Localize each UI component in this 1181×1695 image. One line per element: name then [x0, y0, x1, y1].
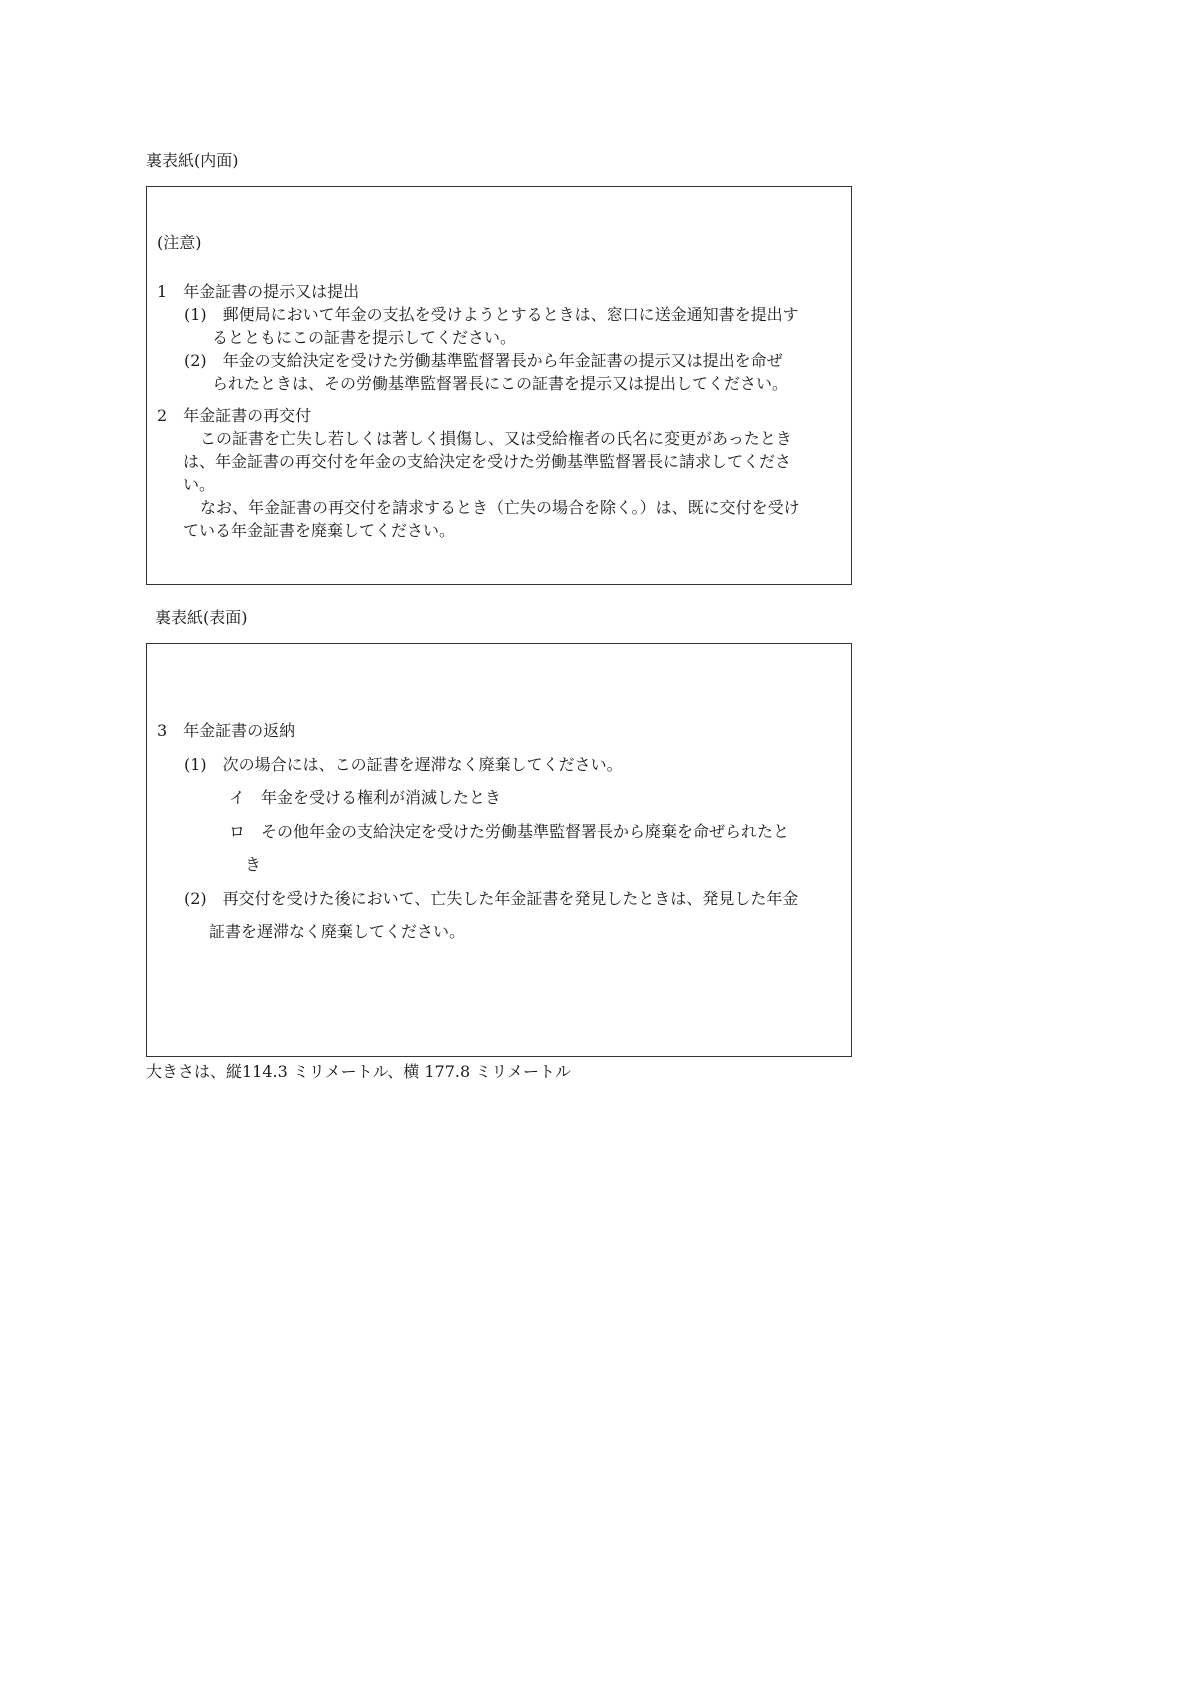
section-3-item-1-sub-i: イ 年金を受ける権利が消滅したとき	[229, 788, 502, 807]
section-1-item-1-line-1: (1) 郵便局において年金の支払を受けようとするときは、窓口に送金通知書を提出す	[184, 305, 799, 324]
section-1-title: 1 年金証書の提示又は提出	[157, 282, 360, 301]
section-2-paragraph-2-line-2: ている年金証書を廃棄してください。	[183, 521, 456, 540]
inner-notice-box	[146, 186, 852, 585]
section-1-item-1-line-2: るとともにこの証書を提示してください。	[212, 328, 517, 347]
section-1-item-2-line-1: (2) 年金の支給決定を受けた労働基準監督署長から年金証書の提示又は提出を命ぜ	[184, 351, 783, 370]
section-3-item-2-line-1: (2) 再交付を受けた後において、亡失した年金証書を発見したときは、発見した年金	[184, 889, 799, 908]
section-3-title: 3 年金証書の返納	[157, 721, 296, 740]
section-2-paragraph-1-line-2: は、年金証書の再交付を年金の支給決定を受けた労働基準監督署長に請求してくださ	[183, 452, 792, 471]
section-3-item-1-sub-ro-line-2: き	[245, 855, 262, 874]
outer-notice-box	[146, 643, 852, 1057]
section-2-paragraph-2-line-1: なお、年金証書の再交付を請求するとき（亡失の場合を除く。）は、既に交付を受け	[200, 498, 800, 517]
size-footnote: 大きさは、縦114.3 ミリメートル、横 177.8 ミリメートル	[146, 1062, 571, 1081]
inner-side-caption: 裏表紙(内面)	[146, 151, 239, 170]
certificate-back-cover	[146, 150, 852, 1083]
section-2-title: 2 年金証書の再交付	[157, 406, 312, 425]
notes-heading: (注意)	[157, 233, 202, 252]
section-1-item-2-line-2: られたときは、その労働基準監督署長にこの証書を提示又は提出してください。	[212, 374, 789, 393]
section-2-paragraph-1-line-3: い。	[183, 475, 216, 494]
section-3-item-1: (1) 次の場合には、この証書を遅滞なく廃棄してください。	[184, 755, 623, 774]
section-3-item-2-line-2: 証書を遅滞なく廃棄してください。	[209, 922, 466, 941]
section-3-item-1-sub-ro-line-1: ロ その他年金の支給決定を受けた労働基準監督署長から廃棄を命ぜられたと	[229, 822, 790, 841]
outer-side-caption: 裏表紙(表面)	[155, 608, 248, 627]
section-2-paragraph-1-line-1: この証書を亡失し若しくは著しく損傷し、又は受給権者の氏名に変更があったとき	[200, 429, 792, 448]
